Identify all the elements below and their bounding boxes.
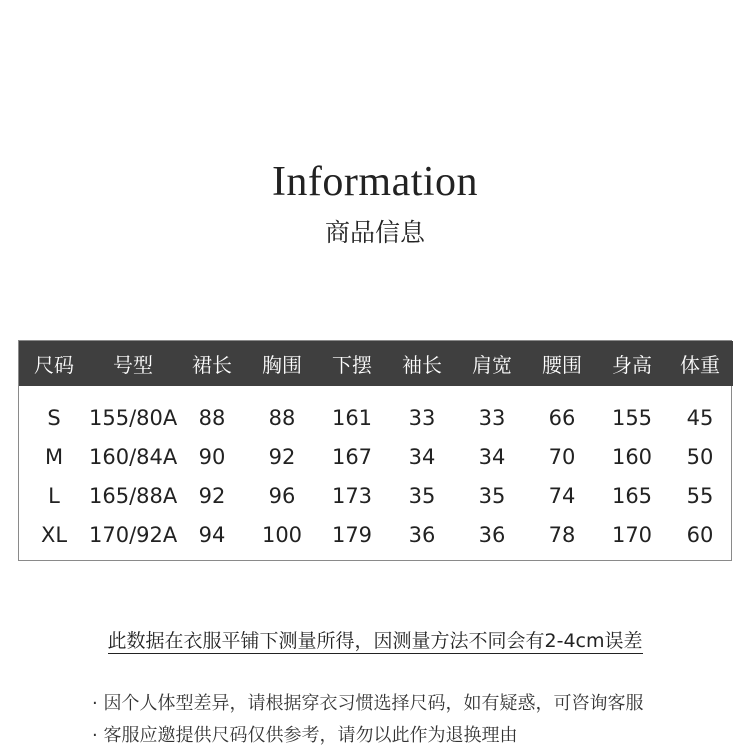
table-row [19, 437, 733, 476]
table-row [19, 476, 733, 515]
table-row [19, 386, 733, 437]
table-cell: 165/88A [89, 483, 178, 508]
table-cell: 35 [478, 483, 506, 508]
table-cell: 36 [478, 522, 506, 547]
table-cell: 88 [198, 405, 226, 430]
table-cell: 60 [686, 522, 714, 547]
table-cell: 34 [408, 444, 436, 469]
table-cell: 34 [478, 444, 506, 469]
table-cell: 92 [198, 483, 226, 508]
table-cell: S [47, 405, 61, 430]
table-cell: 92 [268, 444, 296, 469]
table-cell: 74 [548, 483, 576, 508]
measurement-note-text: 此数据在衣服平铺下测量所得，因测量方法不同会有2-4cm误差 [107, 630, 643, 652]
table-row [19, 515, 733, 560]
column-header: 下摆 [332, 353, 372, 377]
table-cell: 78 [548, 522, 576, 547]
table-cell: 161 [331, 405, 373, 430]
column-header: 胸围 [262, 353, 302, 377]
column-header: 体重 [680, 353, 720, 377]
tip-item: · 因个人体型差异，请根据穿衣习惯选择尺码，如有疑惑，可咨询客服 [92, 693, 644, 714]
table-cell: 33 [408, 405, 436, 430]
table-cell: M [44, 444, 64, 469]
table-cell: 167 [331, 444, 373, 469]
table-cell: 165 [611, 483, 653, 508]
table-cell: 96 [268, 483, 296, 508]
page-title: Information [271, 159, 479, 205]
column-header: 尺码 [34, 353, 74, 377]
page-subtitle: 商品信息 [324, 218, 425, 247]
table-cell: 88 [268, 405, 296, 430]
table-cell: 160/84A [89, 444, 178, 469]
tips-list [92, 688, 643, 752]
table-cell: 66 [548, 405, 576, 430]
table-cell: 155/80A [89, 405, 178, 430]
table-cell: 155 [611, 405, 653, 430]
size-table [18, 340, 732, 561]
table-cell: 94 [198, 522, 226, 547]
table-cell: 70 [548, 444, 576, 469]
table-cell: 170/92A [89, 522, 178, 547]
column-header: 裙长 [192, 353, 232, 377]
table-cell: 33 [478, 405, 506, 430]
column-header: 腰围 [542, 353, 582, 377]
table-cell: 179 [331, 522, 373, 547]
column-header: 身高 [612, 353, 652, 377]
table-cell: 45 [686, 405, 714, 430]
table-cell: 100 [261, 522, 303, 547]
table-cell: 170 [611, 522, 653, 547]
table-cell: L [48, 483, 60, 508]
column-header: 袖长 [402, 353, 442, 377]
table-cell: 90 [198, 444, 226, 469]
table-cell: 36 [408, 522, 436, 547]
column-header: 号型 [113, 353, 153, 377]
tip-item: · 客服应邀提供尺码仅供参考，请勿以此作为退换理由 [92, 725, 518, 746]
table-cell: 55 [686, 483, 714, 508]
column-header: 肩宽 [472, 353, 512, 377]
table-cell: XL [40, 522, 68, 547]
table-cell: 160 [611, 444, 653, 469]
table-cell: 50 [686, 444, 714, 469]
table-header-row [19, 341, 733, 386]
table-cell: 173 [331, 483, 373, 508]
table-cell: 35 [408, 483, 436, 508]
measurement-note [0, 626, 750, 653]
